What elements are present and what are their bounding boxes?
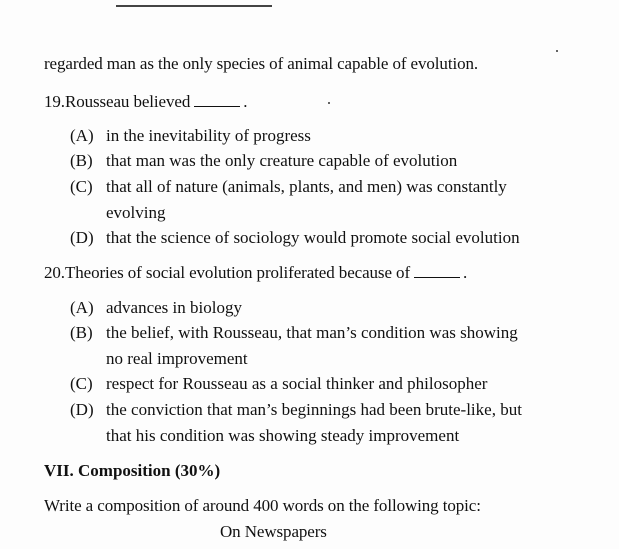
option-text: the belief, with Rousseau, that man’s condition was showing <box>106 323 518 342</box>
q20-option-d <box>70 400 522 420</box>
q19-option-d <box>70 228 520 248</box>
question-19 <box>44 92 247 112</box>
option-letter: (D) <box>70 228 94 247</box>
option-letter: (C) <box>70 177 93 196</box>
option-letter: (D) <box>70 400 94 419</box>
option-letter: (C) <box>70 374 93 393</box>
q20-option-c <box>70 374 487 394</box>
option-text: that the science of sociology would promote social evolution <box>106 228 520 247</box>
q19-option-b <box>70 151 457 171</box>
question-20-end: . <box>463 263 468 282</box>
option-text: respect for Rousseau as a social thinker and philosopher <box>106 374 488 393</box>
q20-option-b <box>70 323 518 343</box>
answer-blank <box>194 92 240 107</box>
section-heading: VII. Composition (30%) <box>44 461 221 480</box>
top-rule <box>116 5 272 7</box>
question-19-stem: 19.Rousseau believed <box>44 92 191 111</box>
question-19-end: . <box>243 92 248 111</box>
option-letter: (A) <box>70 126 94 145</box>
q20-option-a <box>70 298 242 318</box>
scan-speck <box>328 102 330 104</box>
q20-option-b-continuation: no real improvement <box>106 349 248 368</box>
question-20 <box>44 263 467 283</box>
option-text: the conviction that man’s beginnings had been brute-like, but <box>106 400 522 419</box>
q20-option-d-continuation: that his condition was showing steady improvement <box>106 426 460 445</box>
option-letter: (B) <box>70 323 93 342</box>
option-letter: (A) <box>70 298 94 317</box>
option-text: that all of nature (animals, plants, and men) was constantly <box>106 177 507 196</box>
option-text: that man was the only creature capable of evolution <box>106 151 458 170</box>
option-letter: (B) <box>70 151 93 170</box>
answer-blank <box>414 263 460 278</box>
composition-instruction: Write a composition of around 400 words on the following topic: <box>44 496 481 515</box>
passage-continuation: regarded man as the only species of animal capable of evolution. <box>44 54 479 73</box>
composition-topic: On Newspapers <box>220 522 327 541</box>
scan-speck <box>556 50 558 52</box>
option-text: advances in biology <box>106 298 242 317</box>
option-text: in the inevitability of progress <box>106 126 311 145</box>
q19-option-a <box>70 126 311 146</box>
question-20-stem: 20.Theories of social evolution proliferated because of <box>44 263 411 282</box>
q19-option-c-continuation: evolving <box>106 203 166 222</box>
q19-option-c <box>70 177 507 197</box>
